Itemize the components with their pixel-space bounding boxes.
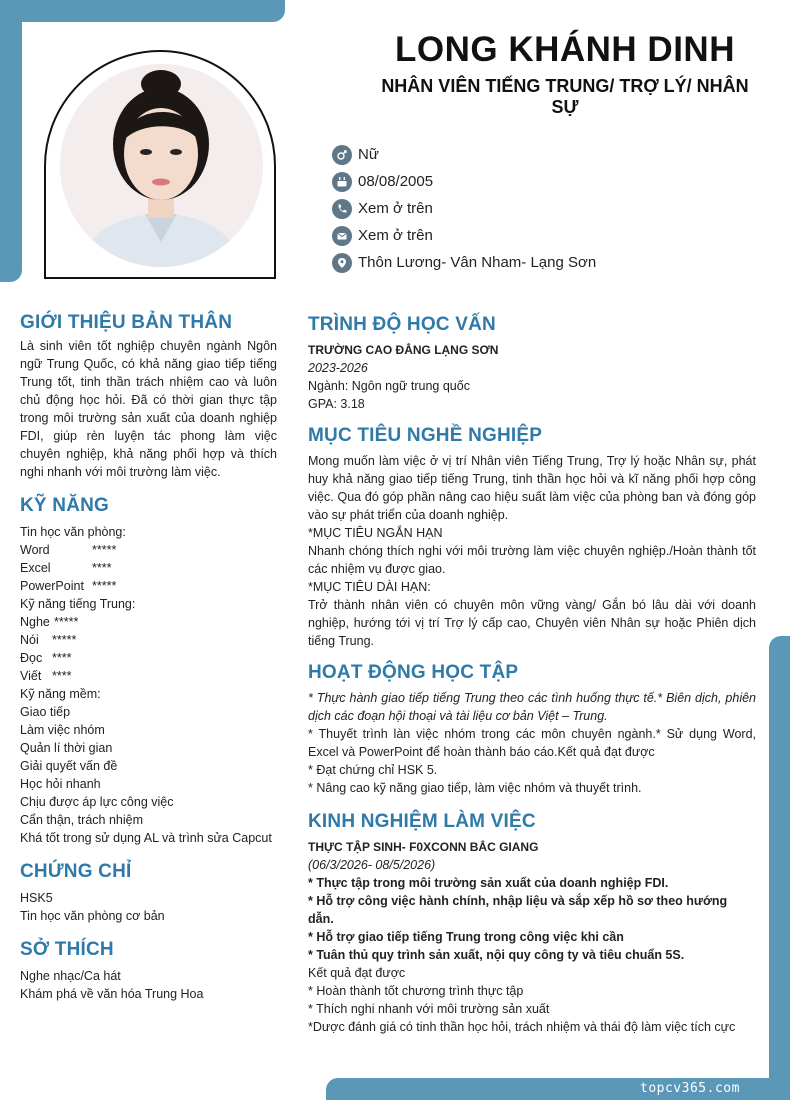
skill-group-soft: Kỹ năng mềm: [20,687,101,701]
activity-item: * Đạt chứng chỉ HSK 5. [308,763,438,777]
skill-stars: **** [52,651,72,665]
location-icon [332,253,352,273]
skill-item: Word ***** [20,543,117,557]
left-column [20,312,277,1003]
list-item: Giải quyết vấn đề [20,759,118,773]
contact-phone [332,195,596,222]
candidate-name: LONG KHÁNH DINH [395,30,735,69]
experience-position: THỰC TẬP SINH- F0XCONN BẮC GIANG [308,840,539,854]
watermark-text: topcv365.com [640,1081,740,1096]
activity-item: * Thuyết trình làn việc nhóm trong các môn chuyên ngành.* Sử dụng Word, Excel và PowerPoint để hoàn thành báo cáo.Kết quả đạt được [308,727,756,759]
calendar-icon [332,172,352,192]
contact-gender [332,141,596,168]
experience-period: (06/3/2026- 08/5/2026) [308,858,436,872]
objective-text: Mong muốn làm việc ở vị trí Nhân viên Tiếng Trung, Trợ lý hoặc Nhân sự, phát huy khả năng giao tiếp tiếng Trung, tinh thần học hỏi và kĩ năng phối hợp công việc. Qua đó góp phần nâng cao hiệu suất làm việc của phòng ban và đóng góp vào sự phát triển của doanh nghiệp. [308,454,756,522]
result-item: * Thích nghi nhanh với môi trường sản xuất [308,1002,550,1016]
duty-item: * Hỗ trợ giao tiếp tiếng Trung trong công việc khi cần [308,930,624,944]
education-gpa: GPA: 3.18 [308,397,365,411]
education-heading: TRÌNH ĐỘ HỌC VẤN [308,314,496,335]
skill-stars: **** [92,561,112,575]
skill-item: Viết **** [20,669,72,683]
decor-bar-left [0,0,22,282]
school-name: TRƯỜNG CAO ĐẲNG LẠNG SƠN [308,343,499,357]
results-label: Kết quả đạt được [308,966,406,980]
right-column [308,314,756,1036]
contact-birthdate [332,168,596,195]
contact-birthdate-value: 08/08/2005 [358,173,434,190]
skill-group-office: Tin học văn phòng: [20,525,126,539]
objective-block [308,452,756,650]
contact-address-value: Thôn Lương- Vân Nham- Lạng Sơn [358,254,597,271]
duty-item: * Thực tập trong môi trường sản xuất của doanh nghiệp FDI. [308,876,669,890]
contact-email [332,222,596,249]
contact-gender-value: Nữ [358,146,379,163]
profile-photo [60,64,263,267]
contact-email-value: Xem ở trên [358,227,433,244]
list-item: Khám phá về văn hóa Trung Hoa [20,987,204,1001]
education-years: 2023-2026 [308,361,368,375]
skill-stars: ***** [54,615,79,629]
list-item: Làm việc nhóm [20,723,105,737]
about-heading: GIỚI THIỆU BẢN THÂN [20,312,233,333]
job-title: NHÂN VIÊN TIẾNG TRUNG/ TRỢ LÝ/ NHÂN SỰ [381,76,749,117]
decor-bar-top [0,0,285,22]
decor-bar-right [769,636,790,1100]
skills-heading: KỸ NĂNG [20,495,110,516]
skill-item: Excel **** [20,561,112,575]
skill-item: Nghe ***** [20,615,79,629]
objective-heading: MỤC TIÊU NGHỀ NGHIỆP [308,425,543,446]
activity-item: * Nâng cao kỹ năng giao tiếp, làm việc nhóm và thuyết trình. [308,781,642,795]
list-item: Khá tốt trong sử dụng AL và trình sửa Capcut [20,831,272,845]
list-item: Quản lí thời gian [20,741,113,755]
email-icon [332,226,352,246]
objective-long-label: *MỤC TIÊU DÀI HẠN: [308,580,431,594]
list-item: Nghe nhạc/Ca hát [20,969,121,983]
skill-stars: ***** [92,579,117,593]
contact-phone-value: Xem ở trên [358,200,433,217]
objective-short-label: *MỤC TIÊU NGẮN HẠN [308,526,443,540]
list-item: Chịu được áp lực công việc [20,795,174,809]
skill-item: Đọc **** [20,651,72,665]
list-item: Học hỏi nhanh [20,777,101,791]
list-item: Tin học văn phòng cơ bản [20,909,165,923]
skill-stars: ***** [52,633,77,647]
contact-list [332,141,596,276]
certificates-heading: CHỨNG CHỈ [20,861,132,882]
hobbies-list [20,967,277,1003]
skill-stars: **** [52,669,72,683]
objective-short-text: Nhanh chóng thích nghi với môi trường làm việc chuyên nghiệp./Hoàn thành tốt các nhiệm vụ được giao. [308,544,756,576]
duty-item: * Tuân thủ quy trình sản xuất, nội quy công ty và tiêu chuẩn 5S. [308,948,685,962]
hobbies-heading: SỞ THÍCH [20,939,114,960]
skill-group-chinese: Kỹ năng tiếng Trung: [20,597,136,611]
experience-heading: KINH NGHIỆM LÀM VIỆC [308,811,536,832]
list-item: Cẩn thận, trách nhiệm [20,813,143,827]
result-item: * Hoàn thành tốt chương trình thực tập [308,984,524,998]
skill-item: PowerPoint ***** [20,579,117,593]
gender-icon [332,145,352,165]
education-block [308,341,756,413]
duty-item: * Hỗ trợ công việc hành chính, nhập liệu và sắp xếp hồ sơ theo hướng dẫn. [308,894,728,926]
result-item: *Dược đánh giá có tinh thần học hỏi, trách nhiệm và thái độ làm việc tích cực [308,1020,736,1034]
skill-item: Nói ***** [20,633,77,647]
list-item: HSK5 [20,891,53,905]
experience-block [308,838,756,1036]
activities-block [308,689,756,797]
list-item: Giao tiếp [20,705,71,719]
skill-stars: ***** [92,543,117,557]
objective-long-text: Trở thành nhân viên có chuyên môn vững vàng/ Gắn bó lâu dài với doanh nghiệp, hướng tới vị trí Trợ lý cấp cao, Chuyên viên Nhân sự hoặc Phiên dịch tiếng Trung. [308,598,756,648]
contact-address [332,249,596,276]
phone-icon [332,199,352,219]
education-major: Ngành: Ngôn ngữ trung quốc [308,379,470,393]
activity-item: * Thực hành giao tiếp tiếng Trung theo các tình huống thực tế.* Biên dịch, phiên dịch các đoạn hội thoại và tài liệu cơ bản Việt – Trung. [308,691,756,723]
certificates-list [20,889,277,925]
about-text: Là sinh viên tốt nghiệp chuyên ngành Ngôn ngữ Trung Quốc, có khả năng giao tiếp tiếng Trung tốt, tinh thần trách nhiệm cao và luôn chủ động học hỏi. Đã có thời gian thực tập trong môi trường sản xuất của doanh nghiệp FDI, giúp rèn luyện tác phong làm việc chuyên nghiệp, khả năng phối hợp và thích nghi nhanh với môi trường làm việc. [20,339,277,479]
skills-list [20,523,277,847]
activities-heading: HOẠT ĐỘNG HỌC TẬP [308,662,519,683]
